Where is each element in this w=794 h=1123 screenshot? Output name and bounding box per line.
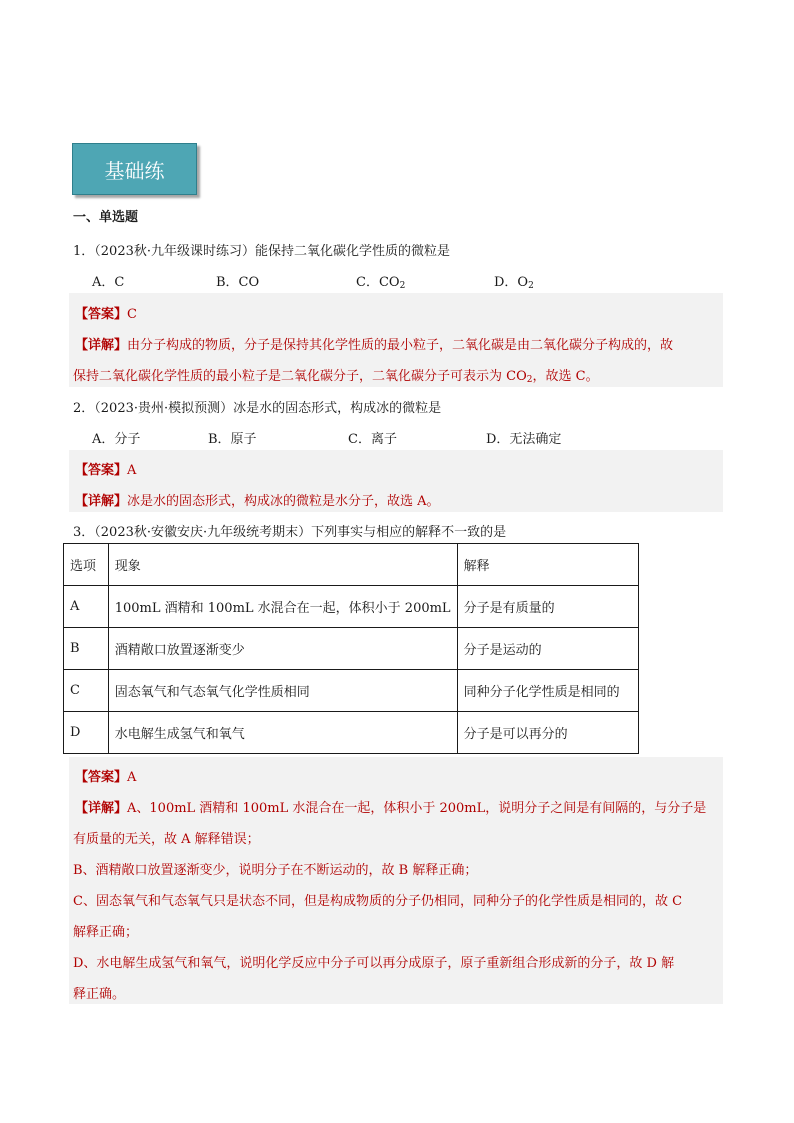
question-2-options [92, 428, 561, 447]
q2-detail: 【详解】冰是水的固态形式，构成冰的微粒是水分子，故选 A。 [75, 494, 440, 509]
q3-detail-line-7: 释正确。 [73, 987, 126, 1002]
q3-detail-line-2: 有质量的无关，故 A 解释错误； [73, 832, 260, 847]
table-cell: 固态氧气和气态氧气化学性质相同 [108, 670, 457, 712]
q1-option-c: C．$CO_2$ [356, 275, 406, 291]
table-row [64, 628, 639, 670]
table-cell: 分子是有质量的 [457, 586, 638, 628]
table-cell: A [64, 586, 109, 628]
q1-answer: 【答案】C [75, 307, 137, 322]
question-3-stem: 3．（2023秋·安徽安庆·九年级统考期末）下列事实与相应的解释不一致的是 [73, 525, 507, 540]
table-cell: 100mL 酒精和 100mL 水混合在一起，体积小于 200mL [108, 586, 457, 628]
table-header-option: 选项 [64, 544, 109, 586]
table-cell: 酒精敞口放置逐渐变少 [108, 628, 457, 670]
question-2-stem: 2．（2023·贵州·模拟预测）冰是水的固态形式，构成冰的微粒是 [73, 401, 442, 416]
q3-answer: 【答案】A [75, 770, 137, 785]
q3-detail-line-1: 【详解】A、100mL 酒精和 100mL 水混合在一起，体积小于 200mL，说明分子之间是有间隔的，与分子是 [75, 801, 707, 816]
q1-option-d: D．$O_2$ [494, 275, 534, 291]
q1-detail-line-1: 【详解】由分子构成的物质，分子是保持其化学性质的最小粒子，二氧化碳是由二氧化碳分子构成的，故 [75, 338, 674, 353]
q1-detail-line-2: 保持二氧化碳化学性质的最小粒子是二氧化碳分子，二氧化碳分子可表示为 $CO_2$，故选 C。 [73, 369, 599, 385]
table-row [64, 712, 639, 754]
question-1-stem: 1．（2023秋·九年级课时练习）能保持二氧化碳化学性质的微粒是 [73, 244, 450, 259]
q1-option-b: B．CO [216, 275, 260, 290]
q1-option-a: A．C [92, 275, 125, 290]
question-1-options [92, 271, 534, 291]
facts-table [63, 543, 639, 754]
section-banner: 基础练 [72, 143, 197, 195]
q3-detail-line-5: 解释正确； [73, 925, 139, 940]
table-cell: 水电解生成氢气和氧气 [108, 712, 457, 754]
table-cell: 分子是运动的 [457, 628, 638, 670]
table-header-row [64, 544, 639, 586]
table-cell: 分子是可以再分的 [457, 712, 638, 754]
section-title: 一、单选题 [73, 210, 139, 225]
table-cell: C [64, 670, 109, 712]
table-row [64, 670, 639, 712]
q2-option-c: C．离子 [348, 432, 397, 447]
q2-answer: 【答案】A [75, 463, 137, 478]
table-cell: B [64, 628, 109, 670]
q2-option-d: D．无法确定 [486, 432, 562, 447]
q2-option-b: B．原子 [208, 432, 257, 447]
table-cell: 同种分子化学性质是相同的 [457, 670, 638, 712]
q2-option-a: A．分子 [92, 432, 141, 447]
table-row [64, 586, 639, 628]
table-cell: D [64, 712, 109, 754]
q3-detail-line-6: D、水电解生成氢气和氧气，说明化学反应中分子可以再分成原子，原子重新组合形成新的分子，故 D 解 [73, 956, 675, 971]
table-header-explanation: 解释 [457, 544, 638, 586]
table-header-phenomenon: 现象 [108, 544, 457, 586]
q3-detail-line-4: C、固态氧气和气态氧气只是状态不同，但是构成物质的分子仍相同，同种分子的化学性质是相同的，故 C [73, 894, 683, 909]
q3-detail-line-3: B、酒精敞口放置逐渐变少，说明分子在不断运动的，故 B 解释正确； [73, 863, 478, 878]
